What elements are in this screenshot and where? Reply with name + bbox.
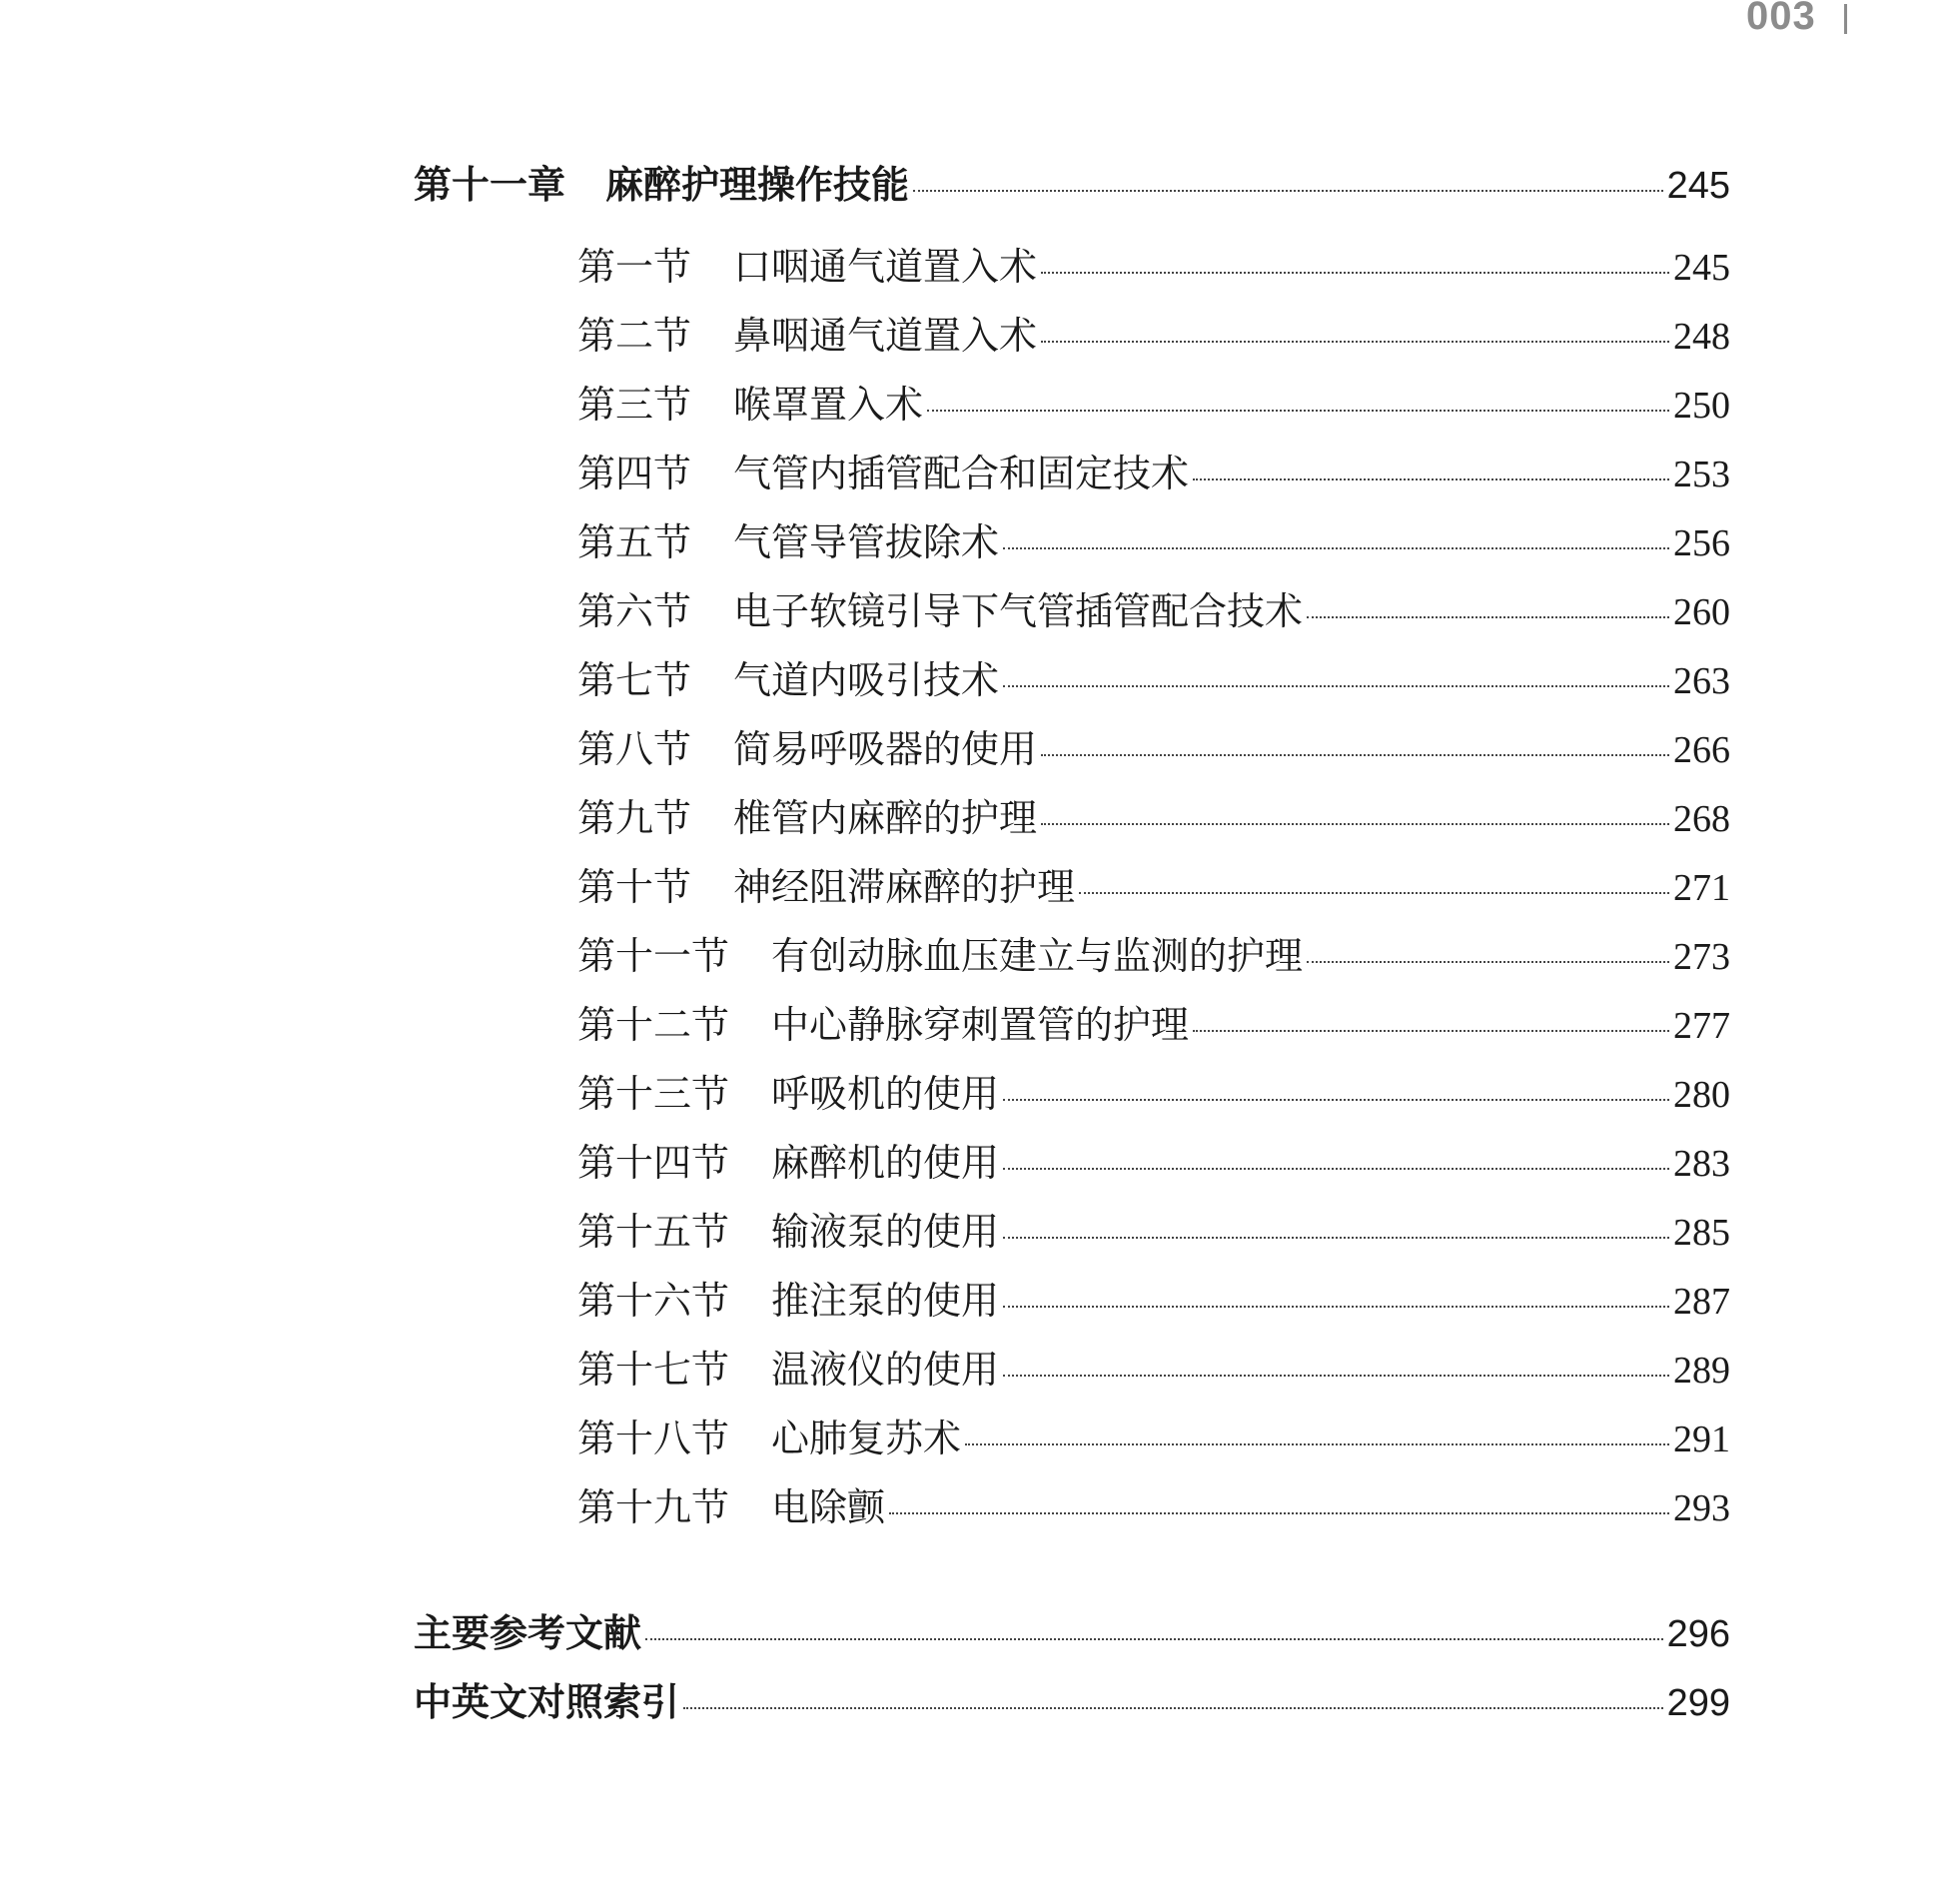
section-page: 260	[1673, 591, 1730, 633]
section-number: 第四节	[577, 452, 692, 495]
back-matter-title: 中英文对照索引	[414, 1680, 680, 1724]
section-title: 心肺复苏术	[771, 1417, 962, 1460]
section-title: 电除颤	[771, 1485, 886, 1529]
section-title: 气管导管拔除术	[733, 520, 1000, 564]
back-matter-page: 299	[1666, 1682, 1730, 1724]
toc-section-entry[interactable]	[577, 994, 1730, 1049]
section-title: 电子软镜引导下气管插管配合技术	[733, 589, 1304, 633]
toc-section-entry[interactable]	[577, 1476, 1730, 1531]
toc-section-entry[interactable]	[577, 787, 1730, 842]
section-number: 第五节	[577, 520, 692, 564]
section-number: 第十节	[577, 865, 692, 909]
section-number: 第十八节	[577, 1417, 730, 1460]
section-number: 第十六节	[577, 1279, 730, 1323]
dot-leader	[913, 190, 1663, 192]
section-number: 第六节	[577, 589, 692, 633]
dot-leader	[1193, 1030, 1669, 1032]
section-page: 248	[1673, 316, 1730, 358]
section-page: 268	[1673, 798, 1730, 840]
toc-section-entry[interactable]	[577, 718, 1730, 773]
section-page: 287	[1673, 1281, 1730, 1323]
toc-section-entry[interactable]	[577, 443, 1730, 497]
section-title: 简易呼吸器的使用	[733, 727, 1038, 771]
toc-section-entry[interactable]	[577, 925, 1730, 980]
header-rule	[1844, 4, 1847, 34]
section-page: 263	[1673, 660, 1730, 702]
section-page: 273	[1673, 936, 1730, 978]
section-number: 第三节	[577, 383, 692, 427]
section-number: 第十四节	[577, 1141, 730, 1185]
section-number: 第十九节	[577, 1485, 730, 1529]
dot-leader	[645, 1638, 1663, 1640]
dot-leader	[965, 1443, 1669, 1445]
toc-section-entry[interactable]	[577, 1132, 1730, 1187]
toc-section-entry[interactable]	[577, 374, 1730, 429]
section-title: 气管内插管配合和固定技术	[733, 452, 1190, 495]
section-title: 呼吸机的使用	[771, 1072, 1000, 1116]
section-title: 温液仪的使用	[771, 1348, 1000, 1392]
toc-section-entry[interactable]	[577, 1270, 1730, 1325]
section-title: 气道内吸引技术	[733, 658, 1000, 702]
dot-leader	[1003, 1099, 1669, 1101]
dot-leader	[889, 1512, 1669, 1514]
section-page: 271	[1673, 867, 1730, 909]
dot-leader	[1193, 478, 1669, 480]
section-number: 第十五节	[577, 1210, 730, 1254]
section-page: 256	[1673, 522, 1730, 564]
dot-leader	[1041, 823, 1669, 825]
section-page: 285	[1673, 1212, 1730, 1254]
toc-section-entry[interactable]	[577, 305, 1730, 360]
section-page: 293	[1673, 1487, 1730, 1529]
dot-leader	[1003, 1237, 1669, 1239]
section-number: 第十二节	[577, 1003, 730, 1047]
section-title: 推注泵的使用	[771, 1279, 1000, 1323]
toc-section-entry[interactable]	[577, 1201, 1730, 1256]
section-number: 第十七节	[577, 1348, 730, 1392]
page-number: 003	[1746, 0, 1816, 38]
dot-leader	[1079, 892, 1669, 894]
toc-section-entry[interactable]	[577, 511, 1730, 566]
back-matter-title: 主要参考文献	[414, 1611, 642, 1655]
section-title: 椎管内麻醉的护理	[733, 796, 1038, 840]
chapter-title: 麻醉护理操作技能	[605, 163, 910, 207]
dot-leader	[1003, 1306, 1669, 1308]
section-number: 第一节	[577, 245, 692, 289]
dot-leader	[1003, 547, 1669, 549]
dot-leader	[927, 410, 1669, 412]
toc-section-entry[interactable]	[577, 236, 1730, 291]
section-title: 喉罩置入术	[733, 383, 924, 427]
toc-section-entry[interactable]	[577, 1063, 1730, 1118]
section-page: 253	[1673, 454, 1730, 495]
dot-leader	[1041, 341, 1669, 343]
section-title: 输液泵的使用	[771, 1210, 1000, 1254]
section-page: 280	[1673, 1074, 1730, 1116]
section-page: 266	[1673, 729, 1730, 771]
section-title: 鼻咽通气道置入术	[733, 314, 1038, 358]
section-title: 中心静脉穿刺置管的护理	[771, 1003, 1190, 1047]
section-number: 第九节	[577, 796, 692, 840]
section-number: 第二节	[577, 314, 692, 358]
dot-leader	[1003, 685, 1669, 687]
section-title: 神经阻滞麻醉的护理	[733, 865, 1076, 909]
toc-section-entry[interactable]	[577, 580, 1730, 635]
section-page: 289	[1673, 1350, 1730, 1392]
section-page: 277	[1673, 1005, 1730, 1047]
dot-leader	[1041, 272, 1669, 274]
dot-leader	[683, 1707, 1663, 1709]
chapter-page: 245	[1666, 165, 1730, 207]
dot-leader	[1003, 1375, 1669, 1377]
dot-leader	[1003, 1168, 1669, 1170]
section-page: 250	[1673, 385, 1730, 427]
section-page: 283	[1673, 1143, 1730, 1185]
section-page: 291	[1673, 1419, 1730, 1460]
back-matter-page: 296	[1666, 1613, 1730, 1655]
section-title: 口咽通气道置入术	[733, 245, 1038, 289]
section-number: 第七节	[577, 658, 692, 702]
toc-section-entry[interactable]	[577, 649, 1730, 704]
toc-back-matter-entry[interactable]	[414, 1671, 1730, 1726]
section-number: 第八节	[577, 727, 692, 771]
section-page: 245	[1673, 247, 1730, 289]
toc-section-entry[interactable]	[577, 1408, 1730, 1462]
toc-section-entry[interactable]	[577, 856, 1730, 911]
chapter-number: 第十一章	[414, 163, 566, 207]
toc-section-entry[interactable]	[577, 1339, 1730, 1394]
dot-leader	[1041, 754, 1669, 756]
dot-leader	[1307, 961, 1669, 963]
toc-back-matter-entry[interactable]	[414, 1602, 1730, 1657]
section-number: 第十三节	[577, 1072, 730, 1116]
section-title: 麻醉机的使用	[771, 1141, 1000, 1185]
dot-leader	[1307, 616, 1669, 618]
section-title: 有创动脉血压建立与监测的护理	[771, 934, 1304, 978]
section-number: 第十一节	[577, 934, 730, 978]
toc-chapter-entry[interactable]	[414, 154, 1730, 209]
